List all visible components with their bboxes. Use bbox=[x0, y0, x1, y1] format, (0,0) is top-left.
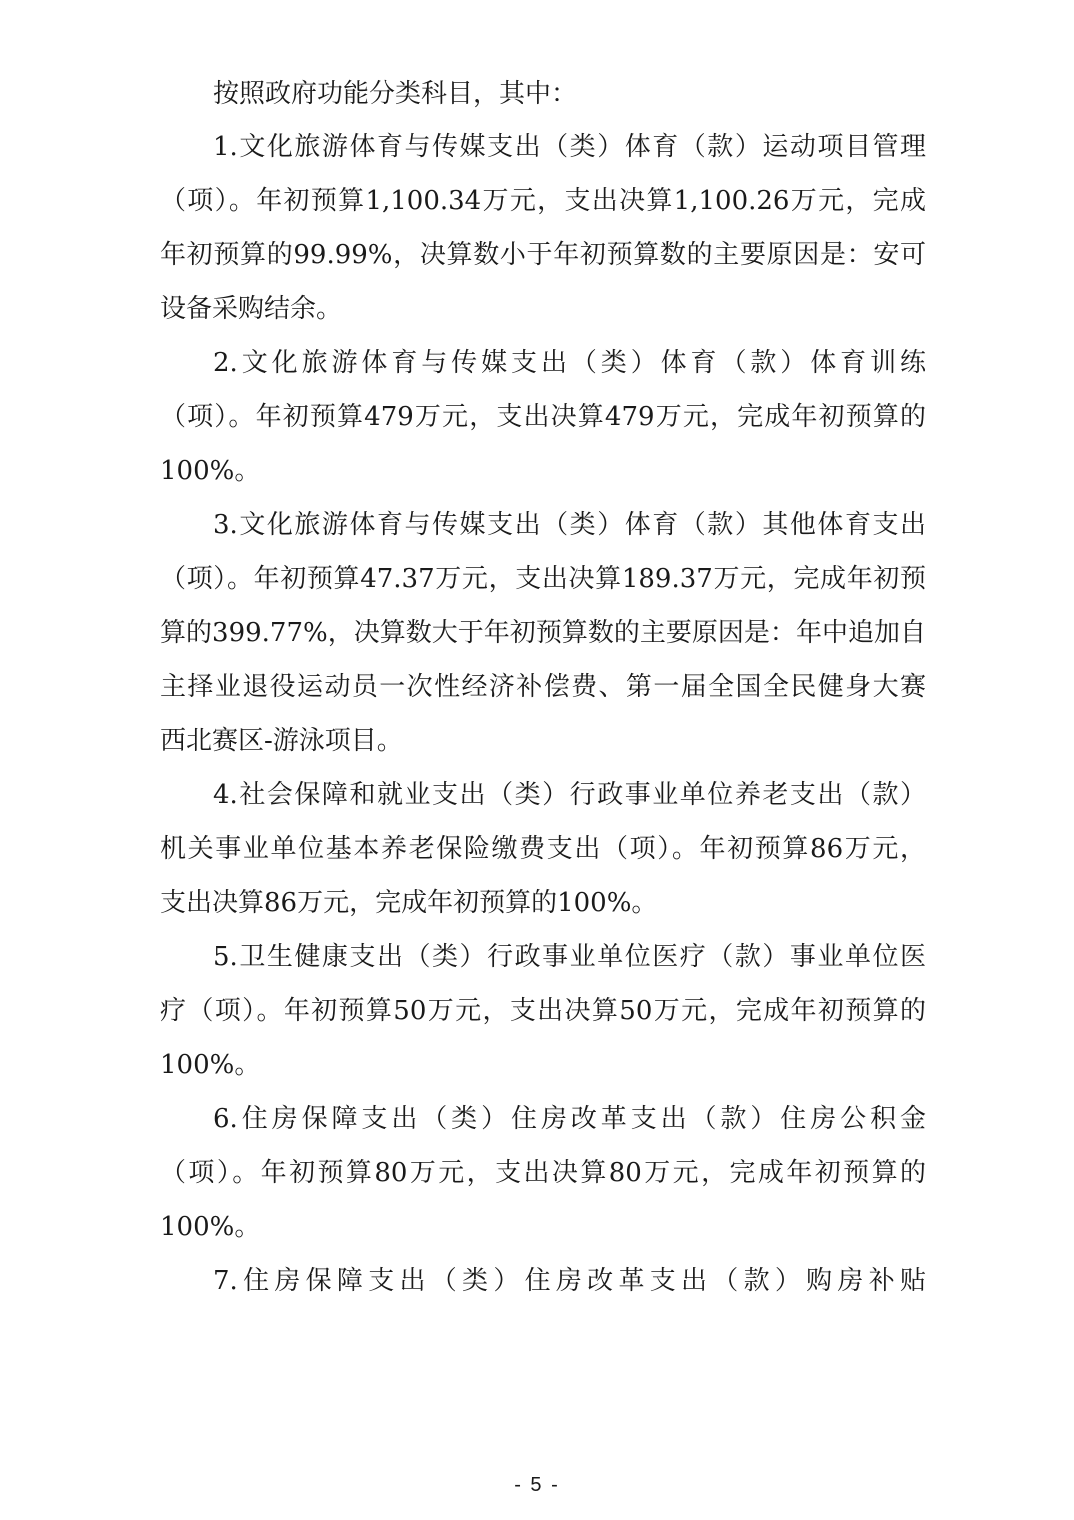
paragraph-3-line-4: 主择业退役运动员一次性经济补偿费、第一届全国全民健身大赛 bbox=[160, 672, 926, 702]
paragraph-2-line-3: 100%。 bbox=[160, 456, 261, 486]
intro-line: 按照政府功能分类科目，其中： bbox=[213, 79, 578, 109]
paragraph-4-line-2: 机关事业单位基本养老保险缴费支出（项）。年初预算86万元， bbox=[160, 834, 926, 864]
paragraph-4-line-3: 支出决算86万元，完成年初预算的100%。 bbox=[160, 888, 658, 918]
paragraph-3-line-2: （项）。年初预算47.37万元，支出决算189.37万元，完成年初预 bbox=[160, 564, 926, 594]
page-number: - 5 - bbox=[514, 1474, 560, 1496]
paragraph-3-line-3: 算的399.77%，决算数大于年初预算数的主要原因是：年中追加自 bbox=[160, 618, 926, 648]
paragraph-5-line-1: 5.卫生健康支出（类）行政事业单位医疗（款）事业单位医 bbox=[213, 942, 926, 972]
paragraph-1-line-4: 设备采购结余。 bbox=[160, 294, 343, 324]
paragraph-2-line-1: 2.文化旅游体育与传媒支出（类）体育（款）体育训练 bbox=[213, 348, 926, 378]
paragraph-3-line-1: 3.文化旅游体育与传媒支出（类）体育（款）其他体育支出 bbox=[213, 510, 926, 540]
paragraph-1-line-3: 年初预算的99.99%，决算数小于年初预算数的主要原因是：安可 bbox=[160, 240, 926, 270]
paragraph-6-line-1: 6.住房保障支出（类）住房改革支出（款）住房公积金 bbox=[213, 1104, 926, 1134]
paragraph-3-line-5: 西北赛区-游泳项目。 bbox=[160, 726, 403, 756]
paragraph-7-line-1: 7.住房保障支出（类）住房改革支出（款）购房补贴 bbox=[213, 1266, 926, 1296]
paragraph-2-line-2: （项）。年初预算479万元，支出决算479万元，完成年初预算的 bbox=[160, 402, 926, 432]
paragraph-1-line-1: 1.文化旅游体育与传媒支出（类）体育（款）运动项目管理 bbox=[213, 132, 926, 162]
paragraph-1-line-2: （项）。年初预算1,100.34万元，支出决算1,100.26万元，完成 bbox=[160, 186, 926, 216]
paragraph-5-line-2: 疗（项）。年初预算50万元，支出决算50万元，完成年初预算的 bbox=[160, 996, 926, 1026]
paragraph-6-line-2: （项）。年初预算80万元，支出决算80万元，完成年初预算的 bbox=[160, 1158, 926, 1188]
paragraph-5-line-3: 100%。 bbox=[160, 1050, 261, 1080]
paragraph-4-line-1: 4.社会保障和就业支出（类）行政事业单位养老支出（款） bbox=[213, 780, 926, 810]
paragraph-6-line-3: 100%。 bbox=[160, 1212, 261, 1242]
